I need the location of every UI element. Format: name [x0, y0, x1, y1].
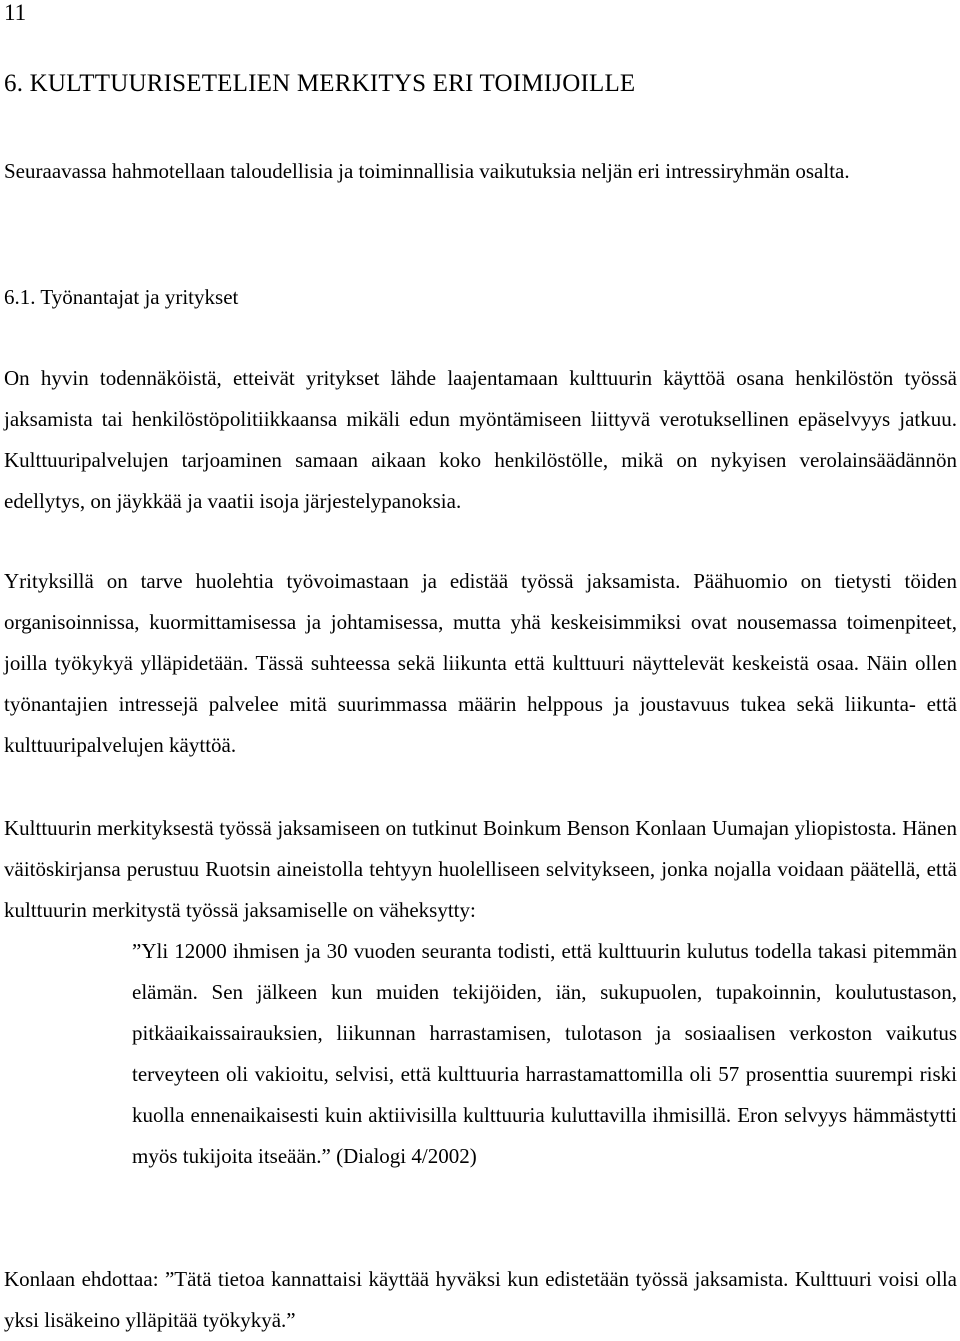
body-paragraph-2: Yrityksillä on tarve huolehtia työvoimastaan ja edistää työssä jaksamista. Päähuomio on tietysti töiden organisoinnissa, kuormittamisessa ja johtamisessa, mutta yhä keskeisimmiksi ovat nousemassa toimenpiteet, joilla työkykyä ylläpidetään. Tässä suhteessa sekä liikunta että kulttuuri näyttelevät keskeistä osaa. Näin ollen työnantajien intressejä palvelee mitä suurimmassa määrin helppous ja joustavuus tukea sekä liikunta- että kulttuuripalvelujen käyttöä.	[4, 569, 957, 757]
block-quote: ”Yli 12000 ihmisen ja 30 vuoden seuranta todisti, että kulttuurin kulutus todella takasi pitemmän elämän. Sen jälkeen kun muiden tekijöiden, iän, sukupuolen, tupakoinnin, koulutustason, pitkäaikaissairauksien, liikunnan harrastamisen, tulotason ja sosiaalisen verkoston vaikutus terveyteen oli vakioitu, selvisi, että kulttuuria harrastamattomilla oli 57 prosenttia suurempi riski kuolla ennenaikaisesti kuin aktiivisilla kulttuuria kuluttavilla ihmisillä. Eron selvyys hämmästytti myös tukijoita itseään.” (Dialogi 4/2002)	[132, 939, 957, 1168]
body-paragraph-1: On hyvin todennäköistä, etteivät yritykset lähde laajentamaan kulttuurin käyttöä osana henkilöstön työssä jaksamista tai henkilöstöpolitiikkaansa mikäli edun myöntämiseen liittyvä verotuksellinen epäselvyys jatkuu. Kulttuuripalvelujen tarjoaminen samaan aikaan koko henkilöstölle, mikä on nykyisen verolainsäädännön edellytys, on jäykkää ja vaatii isoja järjestelypanoksia.	[4, 366, 957, 513]
section-heading: 6. KULTTUURISETELIEN MERKITYS ERI TOIMIJOILLE	[4, 70, 636, 97]
page-number: 11	[4, 0, 27, 25]
intro-paragraph: Seuraavassa hahmotellaan taloudellisia ja toiminnallisia vaikutuksia neljän eri intressiryhmän osalta.	[4, 159, 850, 183]
subsection-heading: 6.1. Työnantajat ja yritykset	[4, 285, 239, 309]
body-paragraph-4: Konlaan ehdottaa: ”Tätä tietoa kannattaisi käyttää hyväksi kun edistetään työssä jaksamista. Kulttuuri voisi olla yksi lisäkeino ylläpitää työkykyä.”	[4, 1267, 957, 1332]
body-paragraph-3: Kulttuurin merkityksestä työssä jaksamiseen on tutkinut Boinkum Benson Konlaan Uumajan yliopistosta. Hänen väitöskirjansa perustuu Ruotsin aineistolla tehtyyn huolelliseen selvitykseen, jonka nojalla voidaan päätellä, että kulttuurin merkitystä työssä jaksamiselle on väheksytty:	[4, 816, 957, 922]
